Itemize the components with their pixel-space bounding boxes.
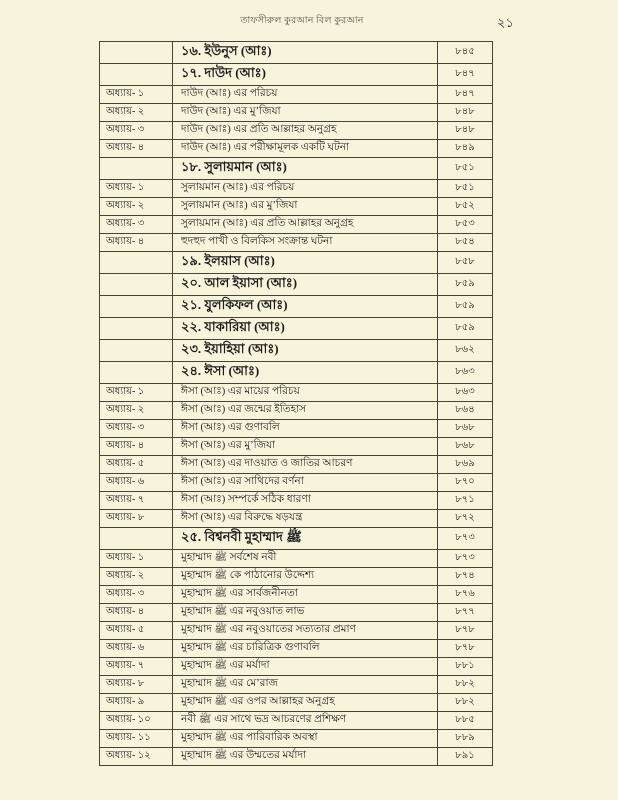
page-number-cell: ৮৮৫	[438, 712, 493, 730]
chapter-label-cell: অধ্যায়- ৬	[100, 640, 173, 658]
title-cell: মুহাম্মাদ ﷺ এর সার্বজনীনতা	[173, 586, 438, 604]
page-number-cell: ৮৬৮	[438, 438, 493, 456]
toc-chapter-row	[100, 712, 493, 730]
chapter-label-cell: অধ্যায়- ২	[100, 198, 173, 216]
title-cell: ২০. আল ইয়াসা (আঃ)	[173, 274, 438, 296]
page-number-cell: ৮৪৭	[438, 86, 493, 104]
title-cell: ঈসা (আঃ) এর সাথিদের বর্ণনা	[173, 474, 438, 492]
toc-chapter-row	[100, 384, 493, 402]
toc-section-row	[100, 252, 493, 274]
chapter-label-cell: অধ্যায়- ৩	[100, 122, 173, 140]
toc-chapter-row	[100, 216, 493, 234]
page-number-cell: ৮৪৫	[438, 42, 493, 64]
page-number-cell: ৮৮৯	[438, 730, 493, 748]
title-cell: দাউদ (আঃ) এর প্রতি আল্লাহর অনুগ্রহ	[173, 122, 438, 140]
title-cell: মুহাম্মাদ ﷺ এর মে’রাজ	[173, 676, 438, 694]
title-cell: ১৮. সুলায়মান (আঃ)	[173, 158, 438, 180]
page-number-cell: ৮৪৭	[438, 64, 493, 86]
toc-chapter-row	[100, 86, 493, 104]
toc-section-row	[100, 528, 493, 550]
title-cell: ঈসা (আঃ) এর দাওয়াত ও জাতির আচরণ	[173, 456, 438, 474]
toc-section-row	[100, 42, 493, 64]
chapter-label-cell: অধ্যায়- ৯	[100, 694, 173, 712]
title-cell: মুহাম্মাদ ﷺ এর উম্মতের মর্যাদা	[173, 748, 438, 766]
title-cell: দাউদ (আঃ) এর মু’জিযা	[173, 104, 438, 122]
toc-chapter-row	[100, 234, 493, 252]
title-cell: মুহাম্মাদ ﷺ সর্বশেষ নবী	[173, 550, 438, 568]
title-cell: ২৫. বিশ্বনবী মুহাম্মাদ ﷺ	[173, 528, 438, 550]
toc-section-row	[100, 318, 493, 340]
toc-chapter-row	[100, 640, 493, 658]
chapter-label-cell: অধ্যায়- ৫	[100, 456, 173, 474]
title-cell: ঈসা (আঃ) এর বিরুদ্ধে ষড়যন্ত্র	[173, 510, 438, 528]
title-cell: সুলায়মান (আঃ) এর প্রতি আল্লাহর অনুগ্রহ	[173, 216, 438, 234]
page-number-cell: ৮৭২	[438, 510, 493, 528]
title-cell: ১৭. দাউদ (আঃ)	[173, 64, 438, 86]
toc-section-row	[100, 274, 493, 296]
page-number-cell: ৮৫৪	[438, 234, 493, 252]
title-cell: হুদহুদ পাখী ও বিলকিস সংক্রান্ত ঘটনা	[173, 234, 438, 252]
toc-chapter-row	[100, 122, 493, 140]
toc-section-row	[100, 340, 493, 362]
chapter-label-cell: অধ্যায়- ২	[100, 402, 173, 420]
page-number-cell: ৮৭৮	[438, 622, 493, 640]
title-cell: ঈসা (আঃ) এর জন্মের ইতিহাস	[173, 402, 438, 420]
toc-section-row	[100, 296, 493, 318]
chapter-label-cell: অধ্যায়- ৪	[100, 234, 173, 252]
toc-chapter-row	[100, 492, 493, 510]
chapter-label-cell: অধ্যায়- ১০	[100, 712, 173, 730]
page-number-cell: ৮৫৯	[438, 318, 493, 340]
chapter-label-cell: অধ্যায়- ১২	[100, 748, 173, 766]
chapter-label-cell	[100, 274, 173, 296]
title-cell: ঈসা (আঃ) এর গুণাবলি	[173, 420, 438, 438]
title-cell: সুলায়মান (আঃ) এর মু’জিযা	[173, 198, 438, 216]
title-cell: ২৩. ইয়াহিয়া (আঃ)	[173, 340, 438, 362]
title-cell: ২২. যাকারিয়া (আঃ)	[173, 318, 438, 340]
chapter-label-cell	[100, 340, 173, 362]
toc-chapter-row	[100, 586, 493, 604]
page-number-cell: ৮৫৯	[438, 274, 493, 296]
toc-chapter-row	[100, 104, 493, 122]
chapter-label-cell: অধ্যায়- ৩	[100, 420, 173, 438]
page-number-cell: ৮৬৪	[438, 402, 493, 420]
page-number-cell: ৮৬৩	[438, 362, 493, 384]
page-number-cell: ৮৫১	[438, 158, 493, 180]
page-number-cell: ৮৫৮	[438, 252, 493, 274]
chapter-label-cell	[100, 362, 173, 384]
toc-chapter-row	[100, 730, 493, 748]
page-number-cell: ৮৬৮	[438, 420, 493, 438]
chapter-label-cell: অধ্যায়- ১	[100, 86, 173, 104]
toc-chapter-row	[100, 180, 493, 198]
title-cell: ১৯. ইলয়াস (আঃ)	[173, 252, 438, 274]
page-number-cell: ৮৬৩	[438, 384, 493, 402]
toc-chapter-row	[100, 550, 493, 568]
title-cell: ঈসা (আঃ) এর মু’জিযা	[173, 438, 438, 456]
toc-section-row	[100, 362, 493, 384]
title-cell: মুহাম্মাদ ﷺ এর নবুওয়াত লাভ	[173, 604, 438, 622]
page-number-cell: ৮৮২	[438, 676, 493, 694]
toc-table-body	[100, 42, 493, 766]
page-number-cell: ৮৭০	[438, 474, 493, 492]
page-number-cell: ৮৪৯	[438, 140, 493, 158]
page-number-cell: ৮৭৬	[438, 586, 493, 604]
title-cell: ঈসা (আঃ) এর মায়ের পরিচয়	[173, 384, 438, 402]
toc-chapter-row	[100, 402, 493, 420]
chapter-label-cell: অধ্যায়- ৮	[100, 510, 173, 528]
chapter-label-cell: অধ্যায়- ২	[100, 104, 173, 122]
page-number-cell: ৮৮২	[438, 694, 493, 712]
page-number-cell: ৮৪৮	[438, 122, 493, 140]
title-cell: দাউদ (আঃ) এর পরীক্ষামূলক একটি ঘটনা	[173, 140, 438, 158]
title-cell: মুহাম্মাদ ﷺ কে পাঠানোর উদ্দেশ্য	[173, 568, 438, 586]
chapter-label-cell: অধ্যায়- ৬	[100, 474, 173, 492]
chapter-label-cell: অধ্যায়- ৫	[100, 622, 173, 640]
toc-chapter-row	[100, 748, 493, 766]
page-number-cell: ৮৫২	[438, 198, 493, 216]
running-head-book-title: তাফসীরুল কুরআন বিল কুরআন	[240, 16, 364, 26]
toc-chapter-row	[100, 420, 493, 438]
toc-chapter-row	[100, 622, 493, 640]
chapter-label-cell: অধ্যায়- ৭	[100, 658, 173, 676]
toc-chapter-row	[100, 438, 493, 456]
chapter-label-cell: অধ্যায়- ১১	[100, 730, 173, 748]
toc-chapter-row	[100, 510, 493, 528]
chapter-label-cell: অধ্যায়- ৩	[100, 586, 173, 604]
title-cell: নবী ﷺ এর সাথে ভদ্র আচরণের প্রশিক্ষণ	[173, 712, 438, 730]
chapter-label-cell: অধ্যায়- ৩	[100, 216, 173, 234]
page-number-cell: ৮৭৮	[438, 640, 493, 658]
page-number-cell: ৮৬২	[438, 340, 493, 362]
title-cell: ১৬. ইউনুস (আঃ)	[173, 42, 438, 64]
chapter-label-cell: অধ্যায়- ১	[100, 180, 173, 198]
toc-chapter-row	[100, 198, 493, 216]
title-cell: মুহাম্মাদ ﷺ এর চারিত্রিক গুণাবলি	[173, 640, 438, 658]
page-number-cell: ৮৪৮	[438, 104, 493, 122]
title-cell: মুহাম্মাদ ﷺ এর পারিবারিক অবস্থা	[173, 730, 438, 748]
page-number-cell: ৮৭৩	[438, 550, 493, 568]
page-number-cell: ৮৮১	[438, 658, 493, 676]
title-cell: ২১. যুলকিফল (আঃ)	[173, 296, 438, 318]
table-of-contents	[99, 41, 493, 766]
title-cell: দাউদ (আঃ) এর পরিচয়	[173, 86, 438, 104]
chapter-label-cell	[100, 296, 173, 318]
chapter-label-cell: অধ্যায়- ৪	[100, 438, 173, 456]
title-cell: মুহাম্মাদ ﷺ এর নবুওয়াতের সত্যতার প্রমাণ	[173, 622, 438, 640]
page-number-cell: ৮৭১	[438, 492, 493, 510]
title-cell: মুহাম্মাদ ﷺ এর ওপর আল্লাহর অনুগ্রহ	[173, 694, 438, 712]
toc-chapter-row	[100, 604, 493, 622]
title-cell: ঈসা (আঃ) সম্পর্কে সঠিক ধারণা	[173, 492, 438, 510]
toc-chapter-row	[100, 456, 493, 474]
chapter-label-cell: অধ্যায়- ৭	[100, 492, 173, 510]
chapter-label-cell: অধ্যায়- ৪	[100, 140, 173, 158]
chapter-label-cell: অধ্যায়- ৪	[100, 604, 173, 622]
toc-chapter-row	[100, 474, 493, 492]
chapter-label-cell	[100, 42, 173, 64]
toc-section-row	[100, 64, 493, 86]
chapter-label-cell	[100, 318, 173, 340]
page-number-cell: ৮৭৪	[438, 568, 493, 586]
page-number-cell: ৮৫৩	[438, 216, 493, 234]
page-number-cell: ৮৬৯	[438, 456, 493, 474]
chapter-label-cell	[100, 158, 173, 180]
toc-chapter-row	[100, 140, 493, 158]
chapter-label-cell: অধ্যায়- ১	[100, 550, 173, 568]
title-cell: মুহাম্মাদ ﷺ এর মর্যাদা	[173, 658, 438, 676]
page-number-cell: ৮৭৩	[438, 528, 493, 550]
chapter-label-cell: অধ্যায়- ৮	[100, 676, 173, 694]
title-cell: সুলায়মান (আঃ) এর পরিচয়	[173, 180, 438, 198]
page-number-cell: ৮৯১	[438, 748, 493, 766]
page-number-cell: ৮৫৯	[438, 296, 493, 318]
page-number-cell: ৮৫১	[438, 180, 493, 198]
page-number-cell: ৮৭৭	[438, 604, 493, 622]
chapter-label-cell: অধ্যায়- ২	[100, 568, 173, 586]
toc-section-row	[100, 158, 493, 180]
chapter-label-cell	[100, 252, 173, 274]
chapter-label-cell	[100, 528, 173, 550]
title-cell: ২৪. ঈসা (আঃ)	[173, 362, 438, 384]
toc-chapter-row	[100, 568, 493, 586]
page-number: ২১	[497, 15, 514, 30]
toc-chapter-row	[100, 676, 493, 694]
chapter-label-cell	[100, 64, 173, 86]
toc-chapter-row	[100, 694, 493, 712]
toc-chapter-row	[100, 658, 493, 676]
chapter-label-cell: অধ্যায়- ১	[100, 384, 173, 402]
